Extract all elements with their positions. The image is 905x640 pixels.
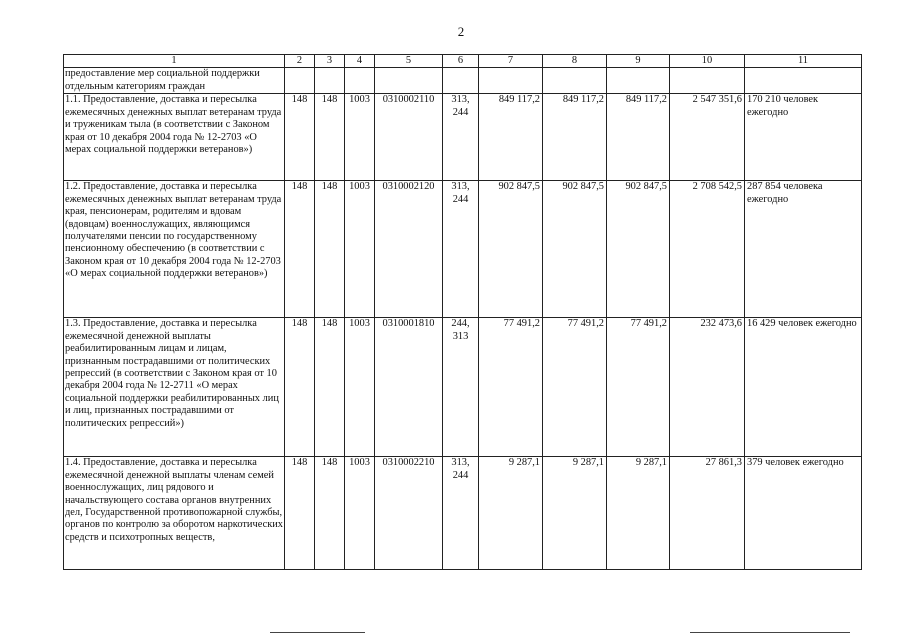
cell-col6: 313, 244 — [443, 457, 479, 570]
row-description: 1.3. Предоставление, доставка и пересылка ежемесячной денежной выплаты реабилитированным лицам и лицам, признанным пострадавшими от политических репрессий (в соответствии с Законом края от 10 декабря 2004 года № 12-2711 «О мерах социальной поддержки реабилитированных лиц и лиц, признанных пострадавшими от политических репрессий») — [64, 318, 285, 457]
cell-col10: 2 708 542,5 — [670, 181, 745, 318]
cell-col7: 77 491,2 — [479, 318, 543, 457]
cell-col4: 1003 — [345, 181, 375, 318]
cell-col6: 313, 244 — [443, 94, 479, 181]
cell-col3: 148 — [315, 318, 345, 457]
table-row — [64, 68, 862, 94]
cell-col6 — [443, 68, 479, 94]
budget-table — [63, 54, 862, 570]
cell-col9: 77 491,2 — [607, 318, 670, 457]
row-description: 1.1. Предоставление, доставка и пересылка ежемесячных денежных выплат ветеранам труда и труженикам тыла (в соответствии с Законом края от 10 декабря 2004 года № 12-2703 «О мерах социальной поддержки ветеранов») — [64, 94, 285, 181]
table-row — [64, 94, 862, 181]
cell-col10 — [670, 68, 745, 94]
page-number: 2 — [457, 24, 465, 39]
row-description: 1.4. Предоставление, доставка и пересылка ежемесячной денежной выплаты членам семей военнослужащих, лиц рядового и начальствующего состава органов внутренних дел, Государственной противопожарной службы, органов по контролю за оборотом наркотических средств и психотропных веществ, — [64, 457, 285, 570]
cell-col6: 313, 244 — [443, 181, 479, 318]
table-row — [64, 318, 862, 457]
cell-col11: 379 человек ежегодно — [745, 457, 862, 570]
cell-col4: 1003 — [345, 457, 375, 570]
column-header: 7 — [479, 55, 543, 68]
cell-col10: 232 473,6 — [670, 318, 745, 457]
cell-col11: 287 854 человека ежегодно — [745, 181, 862, 318]
cell-col10: 27 861,3 — [670, 457, 745, 570]
row-description: 1.2. Предоставление, доставка и пересылка ежемесячных денежных выплат ветеранам труда края, пенсионерам, родителям и вдовам (вдовцам) военнослужащих, являющимся получателями пенсии по государственному пенсионному обеспечению (в соответствии с Законом края от 10 декабря 2004 года № 12-2703 «О мерах социальной поддержки ветеранов») — [64, 181, 285, 318]
cell-col10: 2 547 351,6 — [670, 94, 745, 181]
cell-col6: 244, 313 — [443, 318, 479, 457]
bottom-rule-right — [690, 632, 850, 633]
cell-col3 — [315, 68, 345, 94]
cell-col7 — [479, 68, 543, 94]
cell-col2: 148 — [285, 94, 315, 181]
cell-col2: 148 — [285, 181, 315, 318]
column-header: 3 — [315, 55, 345, 68]
cell-col2 — [285, 68, 315, 94]
cell-col9: 902 847,5 — [607, 181, 670, 318]
cell-col3: 148 — [315, 181, 345, 318]
cell-col5: 0310001810 — [375, 318, 443, 457]
cell-col3: 148 — [315, 94, 345, 181]
column-header: 11 — [745, 55, 862, 68]
column-header: 4 — [345, 55, 375, 68]
cell-col5: 0310002110 — [375, 94, 443, 181]
cell-col7: 9 287,1 — [479, 457, 543, 570]
column-header: 1 — [64, 55, 285, 68]
cell-col2: 148 — [285, 318, 315, 457]
column-number-row — [64, 55, 862, 68]
cell-col9 — [607, 68, 670, 94]
cell-col8: 9 287,1 — [543, 457, 607, 570]
cell-col4: 1003 — [345, 318, 375, 457]
cell-col11 — [745, 68, 862, 94]
row-description: предоставление мер социальной поддержки отдельным категориям граждан — [64, 68, 285, 94]
cell-col7: 902 847,5 — [479, 181, 543, 318]
cell-col11: 170 210 человек ежегодно — [745, 94, 862, 181]
cell-col11: 16 429 человек ежегодно — [745, 318, 862, 457]
cell-col5: 0310002120 — [375, 181, 443, 318]
cell-col8 — [543, 68, 607, 94]
column-header: 6 — [443, 55, 479, 68]
cell-col5: 0310002210 — [375, 457, 443, 570]
column-header: 8 — [543, 55, 607, 68]
column-header: 9 — [607, 55, 670, 68]
cell-col8: 849 117,2 — [543, 94, 607, 181]
cell-col4 — [345, 68, 375, 94]
cell-col8: 902 847,5 — [543, 181, 607, 318]
cell-col3: 148 — [315, 457, 345, 570]
column-header: 10 — [670, 55, 745, 68]
bottom-rule-left — [270, 632, 365, 633]
cell-col9: 9 287,1 — [607, 457, 670, 570]
table-row — [64, 457, 862, 570]
cell-col5 — [375, 68, 443, 94]
cell-col7: 849 117,2 — [479, 94, 543, 181]
column-header: 2 — [285, 55, 315, 68]
cell-col9: 849 117,2 — [607, 94, 670, 181]
table-row — [64, 181, 862, 318]
column-header: 5 — [375, 55, 443, 68]
cell-col2: 148 — [285, 457, 315, 570]
cell-col8: 77 491,2 — [543, 318, 607, 457]
cell-col4: 1003 — [345, 94, 375, 181]
